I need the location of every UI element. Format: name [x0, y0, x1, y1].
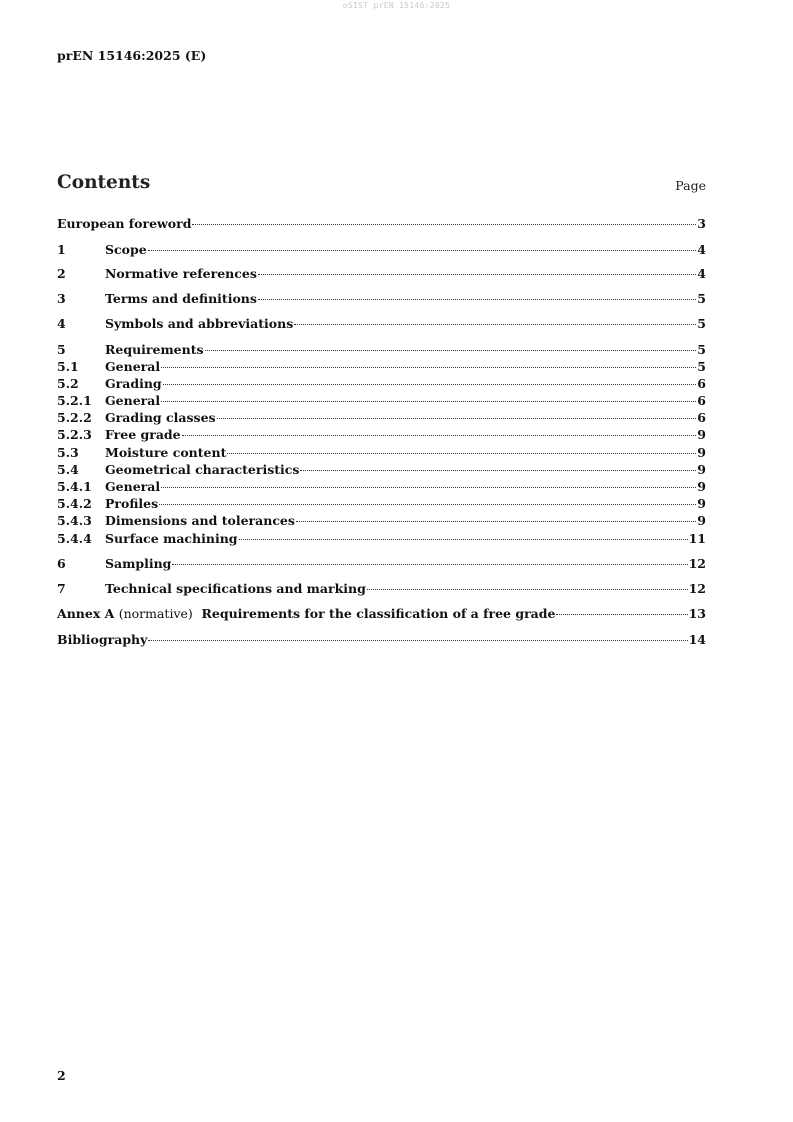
- toc-entry[interactable]: [57, 266, 706, 282]
- toc-entry-page: 3: [697, 216, 706, 231]
- dot-leader: [258, 299, 696, 300]
- toc-entry-page: 13: [688, 606, 706, 621]
- dot-leader: [148, 640, 687, 641]
- toc-entry-title: Moisture content: [105, 445, 227, 460]
- dot-leader: [294, 324, 696, 325]
- contents-title: Contents: [57, 172, 151, 193]
- toc-entry-page: 12: [688, 581, 706, 596]
- toc-entry-title: Technical specifications and marking: [105, 581, 366, 596]
- page-number: 2: [57, 1068, 66, 1083]
- dot-leader: [161, 367, 696, 368]
- toc-entry-title: Bibliography: [57, 632, 148, 647]
- dot-leader: [163, 384, 697, 385]
- toc-entry-title: [57, 606, 555, 622]
- toc-entry-number: 5.2: [57, 376, 79, 391]
- toc-entry-bibliography[interactable]: [57, 632, 706, 648]
- document-id: prEN 15146:2025 (E): [57, 48, 207, 63]
- dot-leader: [227, 453, 696, 454]
- toc-entry[interactable]: [57, 393, 706, 409]
- toc-entry-number: 6: [57, 556, 66, 571]
- toc-entry-page: 12: [688, 556, 706, 571]
- toc-entry-title: Normative references: [105, 266, 257, 281]
- toc-entry-number: 5.2.3: [57, 427, 92, 442]
- toc-entry-page: 9: [697, 513, 706, 528]
- toc-entry-number: 5.3: [57, 445, 79, 460]
- toc-entry-title: European foreword: [57, 216, 192, 231]
- toc-entry[interactable]: [57, 462, 706, 478]
- toc-entry-number: 5.4.2: [57, 496, 92, 511]
- toc-entry-page: 5: [697, 342, 706, 357]
- toc-entry-title: Geometrical characteristics: [105, 462, 300, 477]
- toc-entry[interactable]: [57, 316, 706, 332]
- toc-entry-title: Grading: [105, 376, 162, 391]
- toc-entry-page: 5: [697, 291, 706, 306]
- toc-entry[interactable]: [57, 556, 706, 572]
- dot-leader: [556, 614, 687, 615]
- dot-leader: [148, 250, 697, 251]
- dot-leader: [296, 521, 696, 522]
- toc-entry-page: 5: [697, 316, 706, 331]
- annex-title: Requirements for the classification of a free grade: [201, 606, 556, 621]
- dot-leader: [159, 504, 696, 505]
- contents-header: [57, 172, 706, 198]
- toc-entry-page: 9: [697, 427, 706, 442]
- dot-leader: [192, 224, 696, 225]
- toc-entry-number: 5.4.4: [57, 531, 92, 546]
- toc-entry-title: General: [105, 359, 161, 374]
- toc-entry-title: General: [105, 479, 161, 494]
- toc-entry[interactable]: [57, 342, 706, 358]
- toc-entry-page: 11: [688, 531, 706, 546]
- toc-entry-page: 5: [697, 359, 706, 374]
- toc-entry-page: 4: [697, 242, 706, 257]
- dot-leader: [161, 401, 696, 402]
- toc-entry-number: 3: [57, 291, 66, 306]
- toc-entry-page: 9: [697, 479, 706, 494]
- toc-entry-title: Terms and definitions: [105, 291, 257, 306]
- toc-entry[interactable]: [57, 410, 706, 426]
- toc-entry-title: Sampling: [105, 556, 172, 571]
- toc-entry[interactable]: [57, 242, 706, 258]
- toc-entry-page: 9: [697, 496, 706, 511]
- dot-leader: [367, 589, 688, 590]
- toc-entry-number: 7: [57, 581, 66, 596]
- toc-entry[interactable]: [57, 445, 706, 461]
- dot-leader: [172, 564, 687, 565]
- toc-entry-page: 6: [697, 393, 706, 408]
- toc-entry[interactable]: [57, 291, 706, 307]
- toc-entry-page: 6: [697, 410, 706, 425]
- toc-entry-title: Scope: [105, 242, 147, 257]
- toc-entry-title: Dimensions and tolerances: [105, 513, 295, 528]
- toc-entry[interactable]: [57, 376, 706, 392]
- dot-leader: [239, 539, 688, 540]
- toc-entry-number: 5.1: [57, 359, 79, 374]
- toc-entry-number: 2: [57, 266, 66, 281]
- toc-entry-title: Grading classes: [105, 410, 216, 425]
- toc-entry[interactable]: [57, 496, 706, 512]
- dot-leader: [161, 487, 696, 488]
- toc-entry[interactable]: [57, 531, 706, 547]
- dot-leader: [217, 418, 697, 419]
- toc-entry-number: 4: [57, 316, 66, 331]
- dot-leader: [182, 435, 697, 436]
- toc-entry[interactable]: [57, 513, 706, 529]
- toc-entry-number: 5.4.1: [57, 479, 92, 494]
- toc-entry[interactable]: [57, 581, 706, 597]
- toc-entry-title: Surface machining: [105, 531, 238, 546]
- watermark: oSIST prEN 15146:2025: [342, 1, 451, 10]
- page-column-label: Page: [675, 178, 706, 193]
- dot-leader: [300, 470, 696, 471]
- toc-entry-page: 9: [697, 445, 706, 460]
- toc-entry-number: 5: [57, 342, 66, 357]
- toc-entry-foreword[interactable]: [57, 216, 706, 232]
- toc-entry-title: Symbols and abbreviations: [105, 316, 294, 331]
- toc-entry-title: Free grade: [105, 427, 181, 442]
- annex-label: Annex A: [57, 606, 115, 621]
- toc-entry[interactable]: [57, 359, 706, 375]
- dot-leader: [258, 274, 696, 275]
- toc-entry[interactable]: [57, 479, 706, 495]
- toc-entry-number: 5.2.1: [57, 393, 92, 408]
- toc-entry-page: 6: [697, 376, 706, 391]
- toc-entry-number: 5.4: [57, 462, 79, 477]
- toc-entry-page: 4: [697, 266, 706, 281]
- dot-leader: [205, 350, 697, 351]
- toc-entry-title: Requirements: [105, 342, 204, 357]
- toc-entry-page: 9: [697, 462, 706, 477]
- toc-entry-annex-a[interactable]: [57, 606, 706, 622]
- toc-entry-page: 14: [688, 632, 706, 647]
- toc-entry-number: 1: [57, 242, 66, 257]
- toc-entry-number: 5.4.3: [57, 513, 92, 528]
- toc-entry-title: General: [105, 393, 161, 408]
- toc-entry[interactable]: [57, 427, 706, 443]
- toc-entry-number: 5.2.2: [57, 410, 92, 425]
- toc-entry-title: Profiles: [105, 496, 159, 511]
- annex-qualifier: (normative): [118, 606, 193, 621]
